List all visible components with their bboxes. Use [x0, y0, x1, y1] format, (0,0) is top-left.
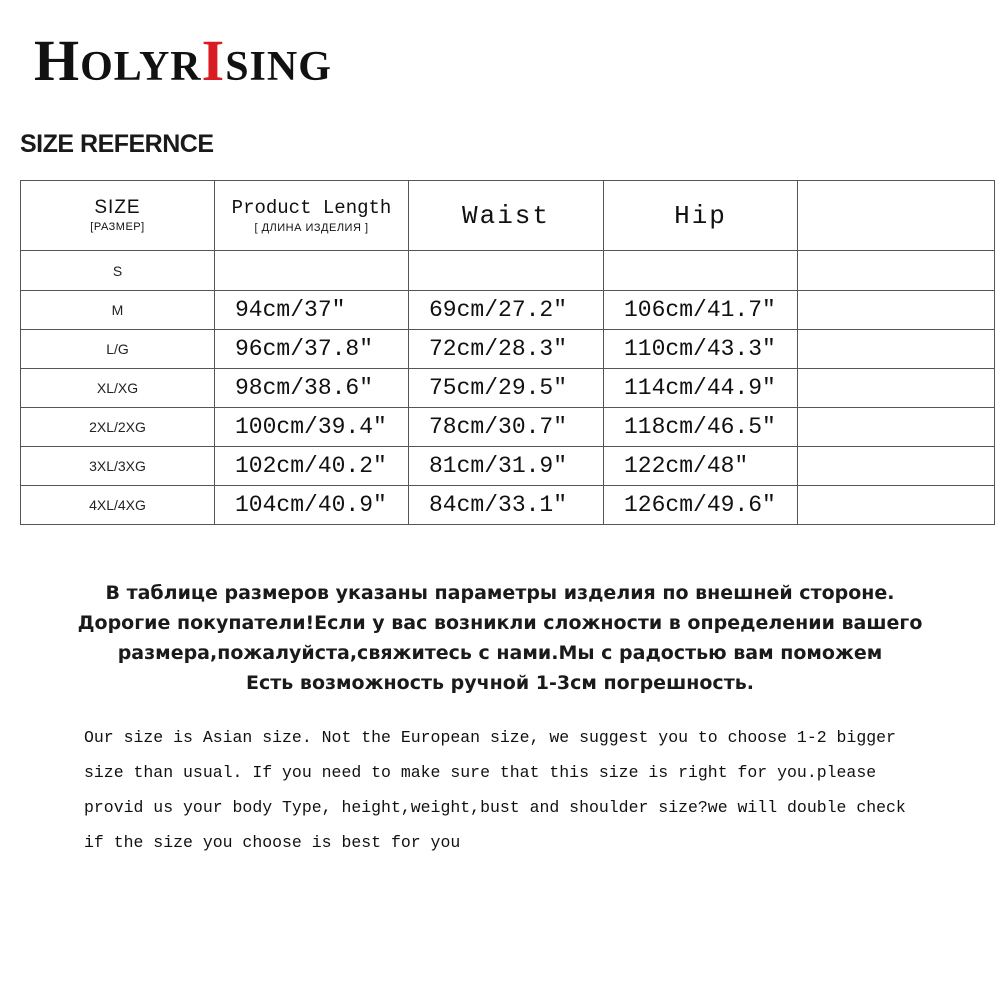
english-note-line: if the size you choose is best for you [84, 833, 461, 852]
row-length: 98cm/38.6" [215, 369, 409, 408]
table-row [21, 330, 995, 369]
row-waist: 75cm/29.5" [409, 369, 604, 408]
logo-letters: OLYR [80, 44, 202, 90]
table-row [21, 291, 995, 330]
logo-letter: H [34, 28, 81, 93]
row-hip [604, 251, 798, 291]
row-size: 3XL/3XG [21, 447, 215, 486]
table-row [21, 486, 995, 525]
row-length: 100cm/39.4" [215, 408, 409, 447]
table-row [21, 369, 995, 408]
header-size-label: SIZE [94, 196, 141, 218]
row-extra [798, 291, 995, 330]
row-waist: 84cm/33.1" [409, 486, 604, 525]
russian-note-line: В таблице размеров указаны параметры изделия по внешней стороне. [105, 582, 895, 604]
english-note-line: Our size is Asian size. Not the European size, we suggest you to choose 1-2 bigger [84, 728, 896, 747]
english-note-line: size than usual. If you need to make sure that this size is right for you.please [84, 763, 877, 782]
row-hip: 110cm/43.3" [604, 330, 798, 369]
header-length-sublabel: [ ДЛИНА ИЗДЕЛИЯ ] [254, 221, 369, 234]
table-row [21, 447, 995, 486]
row-size: XL/XG [21, 369, 215, 408]
header-waist-label: Waist [461, 200, 550, 231]
header-hip [604, 181, 798, 251]
row-hip: 114cm/44.9" [604, 369, 798, 408]
row-length: 96cm/37.8" [215, 330, 409, 369]
header-length-label: Product Length [231, 196, 392, 219]
table-row [21, 408, 995, 447]
header-length [215, 181, 409, 251]
row-extra [798, 408, 995, 447]
russian-note-line: Есть возможность ручной 1-3см погрешность. [246, 672, 754, 694]
row-extra [798, 369, 995, 408]
brand-logo [34, 30, 332, 92]
section-title: SIZE REFERNCE [20, 130, 214, 158]
row-extra [798, 447, 995, 486]
row-extra [798, 486, 995, 525]
row-size: L/G [21, 330, 215, 369]
header-waist [409, 181, 604, 251]
header-extra [798, 181, 995, 251]
row-hip: 106cm/41.7" [604, 291, 798, 330]
table-row [21, 251, 995, 291]
row-extra [798, 330, 995, 369]
row-size: M [21, 291, 215, 330]
row-size: 2XL/2XG [21, 408, 215, 447]
row-waist [409, 251, 604, 291]
row-hip: 118cm/46.5" [604, 408, 798, 447]
row-waist: 78cm/30.7" [409, 408, 604, 447]
header-size [21, 181, 215, 251]
header-size-sublabel: [РАЗМЕР] [90, 220, 145, 233]
table-header-row [21, 181, 995, 251]
logo-letter-accent: I [201, 28, 226, 93]
row-length [215, 251, 409, 291]
row-size: S [21, 251, 215, 291]
header-hip-label: Hip [674, 200, 727, 231]
logo-letters: SING [225, 44, 332, 90]
row-length: 102cm/40.2" [215, 447, 409, 486]
english-note-line: provid us your body Type, height,weight,bust and shoulder size?we will double check [84, 798, 906, 817]
english-notes [84, 720, 964, 860]
row-waist: 81cm/31.9" [409, 447, 604, 486]
row-waist: 69cm/27.2" [409, 291, 604, 330]
size-chart-table [20, 180, 995, 525]
russian-notes [0, 578, 1000, 698]
russian-note-line: Дорогие покупатели!Если у вас возникли сложности в определении вашего [77, 612, 923, 634]
row-size: 4XL/4XG [21, 486, 215, 525]
row-hip: 122cm/48" [604, 447, 798, 486]
row-hip: 126cm/49.6" [604, 486, 798, 525]
row-waist: 72cm/28.3" [409, 330, 604, 369]
row-length: 94cm/37" [215, 291, 409, 330]
russian-note-line: размера,пожалуйста,свяжитесь с нами.Мы с радостью вам поможем [117, 642, 883, 664]
row-extra [798, 251, 995, 291]
row-length: 104cm/40.9" [215, 486, 409, 525]
